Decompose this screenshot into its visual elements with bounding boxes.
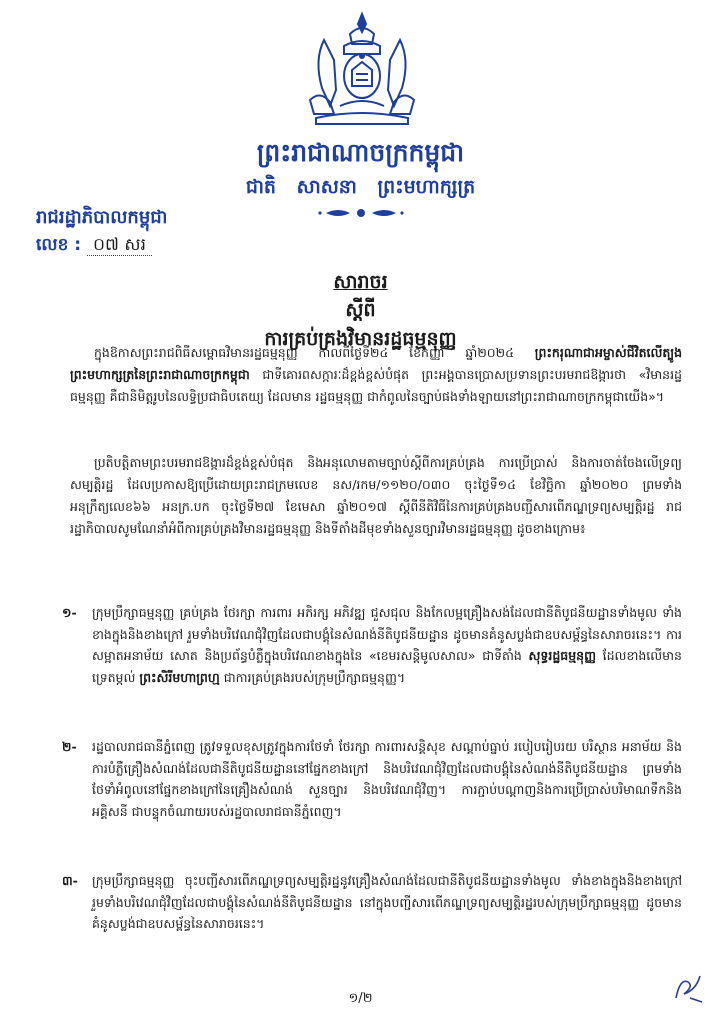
list-item-marker: ៣- — [62, 873, 78, 888]
paragraph-intro-tail: ជាទីគោរពសក្ការៈដ៏ខ្ពង់ខ្ពស់បំផុត ព្រះអង្គបានប្រោសប្រទានព្រះបរមរាជឱង្ការថា «វិមានរដ្ឋធម្មនុញ្ញ គឺជានិមិត្តរូបនៃលទ្ធិប្រជាធិបតេយ្យ ដែលមាន រដ្ឋធម្មនុញ្ញ ជាកំពូលនៃច្បាប់ផងទាំងឡាយនៅព្រះរាជាណាចក្រកម្ពុជាយើង»។ — [70, 367, 682, 404]
list-item-bold-term: សុទ្ធរដ្ឋធម្មនុញ្ញ — [528, 648, 596, 663]
royal-coat-of-arms-icon — [300, 10, 424, 128]
paragraph-intro-lead: ក្នុងឱកាសព្រះរាជពិធីសម្ពោធវិមានរដ្ឋធម្មនុញ្ញ កាលពីថ្ងៃទី២៤ ខែកញ្ញា ឆ្នាំ២០២៤ — [94, 345, 535, 360]
paragraph-intro-royal-title: ព្រះករុណាជាអម្ចាស់ជីវិតលើត្បូង ព្រះមហាក្សត្រនៃព្រះរាជាណាចក្រកម្ពុជា — [70, 345, 682, 382]
reference-number: ០៧ សរ — [87, 235, 152, 256]
reference-line — [36, 234, 152, 256]
reference-label: លេខ : — [36, 235, 82, 255]
list-item-marker: ១- — [62, 605, 77, 620]
list-item — [62, 602, 682, 688]
national-motto: ជាតិ សាសនា ព្រះមហាក្សត្រ — [245, 176, 476, 198]
list-item-text: ក្រុមប្រឹក្សាធម្មនុញ្ញ ចុះបញ្ជីសារពើភណ្ឌទ្រព្យសម្បត្តិរដ្ឋនូវគ្រឿងសំណង់ដែលជានីតិបូជនីយដ្ឋានទាំងមូល ទាំងខាងក្នុងនិងខាងក្រៅ រួមទាំងបរិវេណជុំវិញដែលជាបង្គុំនៃសំណង់នីតិបូជនីយដ្ឋាន នៅក្នុងបញ្ជីសារពើភណ្ឌទ្រព្យសម្បត្តិរដ្ឋរបស់ក្រុមប្រឹក្សាធម្មនុញ្ញ ដូចមានគំនូសប្លង់ជាឧបសម្ព័ន្ធនៃសារាចរនេះ។ — [92, 873, 682, 931]
list-item — [62, 736, 682, 822]
title-circular: សារាចរ — [333, 271, 388, 293]
list-item-text: រដ្ឋបាលរាជធានីភ្នំពេញ ត្រូវទទួលខុសត្រូវក្នុងការថែទាំ ថែរក្សា ការពារសន្តិសុខ សណ្ដាប់ធ្នាប់ របៀបរៀបរយ បរិស្ថាន អនាម័យ និងការបំភ្លឺគ្រឿងសំណង់ដែលជានីតិបូជនីយដ្ឋាននៅផ្នែកខាងក្រៅ និងបរិវេណជុំវិញដែលជាបង្គុំនៃសំណង់នីតិបូជនីយដ្ឋាន ព្រមទាំងថែទាំអំពូលនៅផ្នែកខាងក្រៅនៃគ្រឿងសំណង់ សួនច្បារ និងបរិវេណជុំវិញ។ ការភ្ជាប់បណ្ដាញនិងការប្រើប្រាស់បរិមាណទឹកនិងអគ្គិសនី ជាបន្ទុកចំណាយរបស់រដ្ឋបាលរាជធានីភ្នំពេញ។ — [92, 739, 682, 819]
list-item-mid: ដែលខាងលើមានទ្រេតម្កល់ — [92, 648, 682, 685]
kingdom-heading: ព្រះរាជាណាចក្រកម្ពុជា — [256, 138, 465, 167]
list-item — [62, 870, 682, 935]
ornament-divider-icon — [318, 205, 404, 221]
paragraph-intro — [70, 342, 682, 408]
list-item-tail: ជាការគ្រប់គ្រងរបស់ក្រុមប្រឹក្សាធម្មនុញ្ញ។ — [219, 669, 406, 685]
list-item-marker: ២- — [62, 739, 77, 754]
handwritten-initial-icon — [670, 968, 706, 1008]
list-item-bold-term: ព្រះសិរីមហាព្រហ្ម — [139, 669, 220, 685]
list-item-lead: ក្រុមប្រឹក្សាធម្មនុញ្ញ គ្រប់គ្រង ថែរក្សា ការពារ អភិរក្ស អភិវឌ្ឍ ជួសជុល និងកែលម្អគ្រឿងសង់ដែលជានីតិបូជនីយដ្ឋានទាំងមូល ទាំងខាងក្នុងនិងខាងក្រៅ រួមទាំងបរិវេណជុំវិញដែលជាបង្គុំនៃសំណង់នីតិបូជនីយដ្ឋាន ដូចមានគំនូសប្លង់ជាឧបសម្ព័ន្ធនៃសារាចរនេះ។ ការសម្អាតអនាម័យ សោត និងប្រព័ន្ធបំភ្លឺក្នុងបរិវេណខាងក្នុងនៃ «ខេមរសន្តិមូលសាល» ជាទីតាំង — [92, 605, 682, 663]
paragraph-directive: ប្រតិបត្តិតាមព្រះបរមរាជឱង្ការដ៏ខ្ពង់ខ្ពស់បំផុត និងអនុលោមតាមច្បាប់ស្ដីពីការគ្រប់គ្រង ការប្រើប្រាស់ និងការចាត់ចែងលើទ្រព្យសម្បត្តិរដ្ឋ ដែលប្រកាសឱ្យប្រើដោយព្រះរាជក្រមលេខ នស/រកម/១១២០/០៣០ ចុះថ្ងៃទី១៤ ខែវិច្ឆិកា ឆ្នាំ២០២០ ព្រមទាំងអនុក្រឹត្យលេខ៦៦ អនក្រ.បក ចុះថ្ងៃទី២៧ ខែមេសា ឆ្នាំ២០១៧ ស្ដីពីនីតិវិធីនៃការគ្រប់គ្រងបញ្ជីសារពើភណ្ឌទ្រព្យសម្បត្តិរដ្ឋ រាជរដ្ឋាភិបាលសូមណែនាំអំពីការគ្រប់គ្រងវិមានរដ្ឋធម្មនុញ្ញ និងទីតាំងដីមុខទាំងសួនច្បារវិមានរដ្ឋធម្មនុញ្ញ ដូចខាងក្រោម៖ — [70, 455, 682, 536]
page-number: ១/២ — [348, 991, 373, 1006]
title-regarding: ស្ដីពី — [345, 299, 376, 321]
title-subject: ការគ្រប់គ្រងវិមានរដ្ឋធម្មនុញ្ញ — [264, 328, 457, 350]
government-name: រាជរដ្ឋាភិបាលកម្ពុជា — [36, 207, 168, 228]
